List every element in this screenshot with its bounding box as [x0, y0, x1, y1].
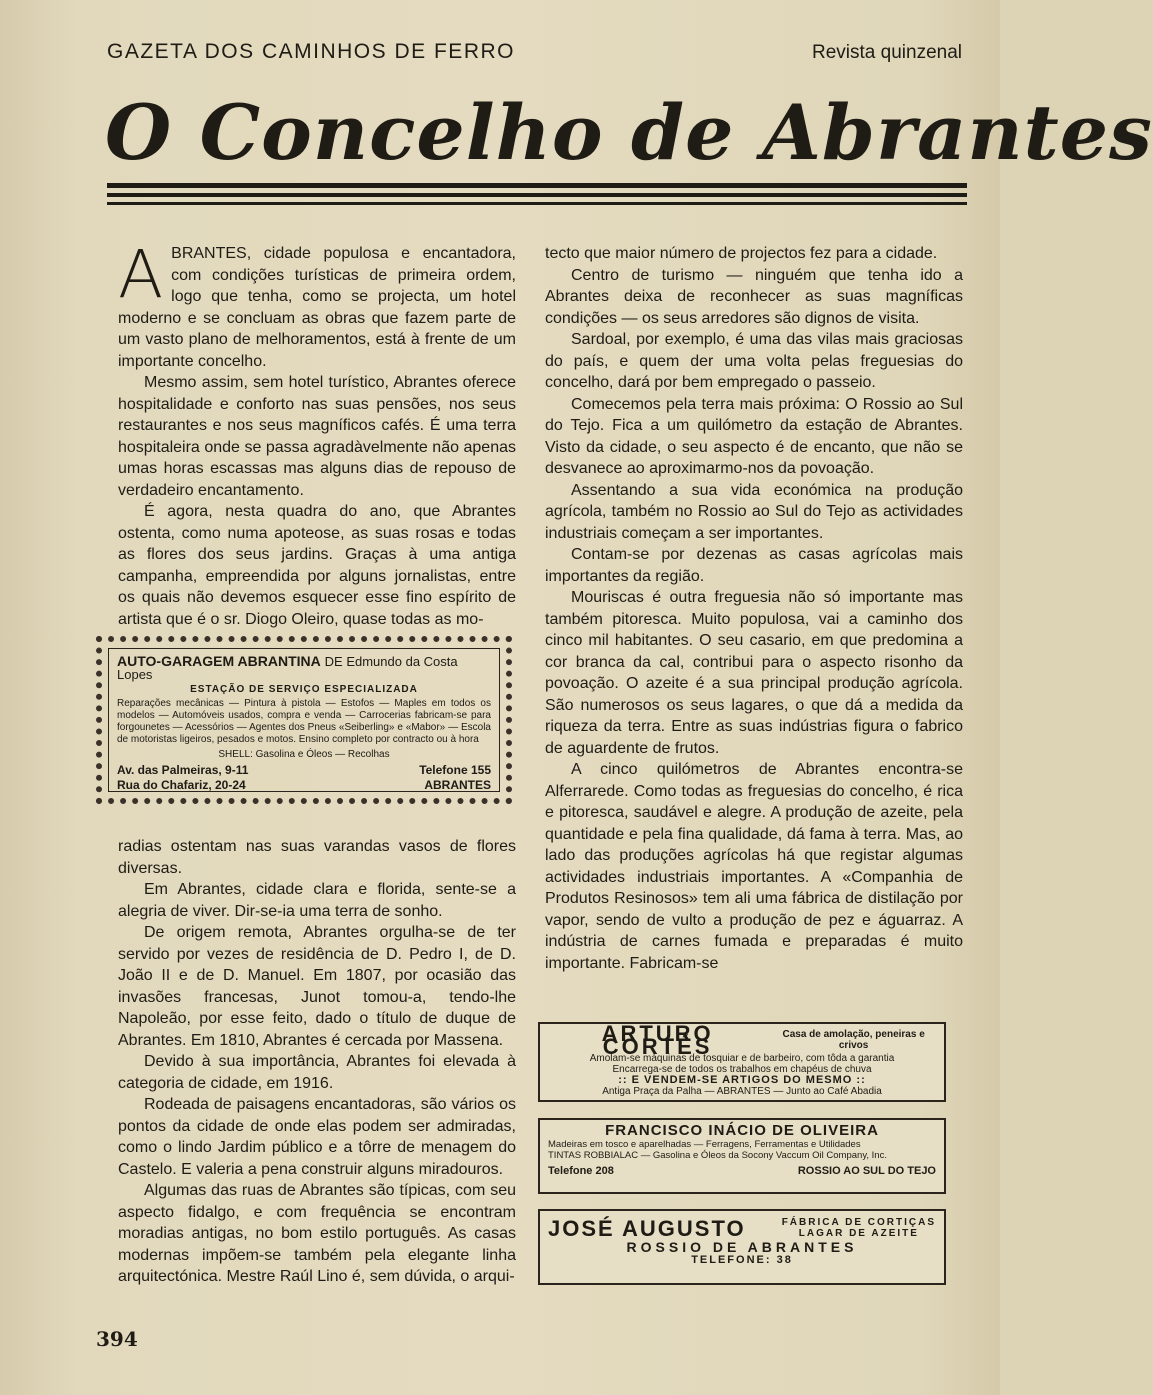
paragraph: Mesmo assim, sem hotel turístico, Abrantes oferece hospitalidade e conforto nas suas pensões, nos seus restaurantes e nos seus magníficos cafés. É uma terra hospitaleira onde se passa agradàvelmente não apenas umas horas escassas mas alguns dias de repouso de verdadeiro encantamento.	[118, 374, 516, 499]
ad-shell: SHELL: Gasolina e Óleos — Recolhas	[218, 749, 390, 760]
ad-line: Encarrega-se de todos os trabalhos em chapéus de chuva	[612, 1064, 872, 1075]
ad-line: Madeiras em tosco e aparelhadas — Ferragens, Ferramentas e Utilidades	[548, 1139, 861, 1150]
paragraph: Comecemos pela terra mais próxima: O Rossio ao Sul do Tejo. Fica a um quilómetro da estação de Abrantes. Visto da cidade, o seu aspecto é de encanto, que não se desvanece ao aproximarmo-nos da povoação.	[545, 395, 963, 477]
paragraph: radias ostentam nas suas varandas vasos de flores diversas.	[118, 838, 516, 877]
ad-title: ARTURO CORTÉS	[601, 1021, 714, 1059]
ad-line: Amolam-se máquinas de tosquiar e de barbeiro, com tôda a garantia	[589, 1053, 895, 1064]
page-number: 394	[96, 1327, 138, 1351]
paragraph: Contam-se por dezenas as casas agrícolas mais importantes da região.	[545, 546, 963, 585]
paragraph: Algumas das ruas de Abrantes são típicas, com seu aspecto fidalgo, e com frequência se encontram moradias antigas, no bom estilo português. As casas modernas impõem-se também pela elegante linha arquitectónica. Mestre Raúl Lino é, sem dúvida, o arqui-	[118, 1182, 516, 1285]
ad-line: ROSSIO DE ABRANTES	[626, 1239, 858, 1255]
ad-title: JOSÉ AUGUSTO	[548, 1215, 746, 1241]
publication-frequency: Revista quinzenal	[812, 42, 962, 63]
ad-line: TINTAS ROBBIALAC — Gasolina e Óleos da Socony Vaccum Oil Company, Inc.	[548, 1150, 887, 1161]
column-left-top	[118, 236, 516, 630]
ad-auto-garagem	[96, 636, 512, 804]
paragraph: Rodeada de paisagens encantadoras, são vários os pontos da cidade de onde elas podem ser admiradas, como o lindo Jardim público e a tôrre de menagem do Castelo. E valeria a pena construir alguns miradouros.	[118, 1096, 516, 1178]
ad-body: Reparações mecânicas — Pintura à pistola — Estofos — Maples em todos os modelos — Automóveis usados, compra e venda — Carrocerias fabricam-se para forgounetes — Acessórios — Agentes dos Pneus «Seiberling» e «Mabor» — Escola de motoristas ligeiros, pesados e motos. Ensino completo por contracto ou à hora	[117, 698, 491, 745]
ad-city: ABRANTES	[424, 778, 491, 792]
paragraph: tecto que maior número de projectos fez para a cidade.	[545, 245, 938, 262]
ad-subtitle: ESTAÇÃO DE SERVIÇO ESPECIALIZADA	[190, 684, 418, 695]
paragraph: BRANTES, cidade populosa e encantadora, com condições turísticas de primeira ordem, logo que tenha, como se projecta, um hotel moderno e se concluam as obras que fazem parte de um vasto plano de melhoramentos, está à frente de um importante concelho.	[118, 245, 516, 370]
paragraph: Sardoal, por exemplo, é uma das vilas mais graciosas do país, e quem der uma volta pelas freguesias do concelho, dará por bem empregado o passeio.	[545, 331, 963, 391]
paragraph: Mouriscas é outra freguesia não só importante mas também pitoresca. Muito populosa, vai a caminho dos cinco mil habitantes. O seu casario, em que predomina a cor branca da cal, contribui para o aspecto risonho da povoação. O azeite é a sua principal produção agrícola. São numerosos os seus lagares, o que dá a medida da riqueza da terra. Entre as suas indústrias figura o fabrico de aguardente de frutos.	[545, 589, 963, 757]
column-right	[545, 243, 963, 974]
ad-address-1: Av. das Palmeiras, 9-11	[117, 763, 249, 777]
ad-jose-augusto	[538, 1209, 946, 1285]
ad-title: FRANCISCO INÁCIO DE OLIVEIRA	[605, 1122, 879, 1139]
ad-line: :: E VENDEM-SE ARTIGOS DO MESMO ::	[618, 1074, 866, 1086]
title-rules	[107, 183, 967, 210]
column-left-bottom	[118, 836, 516, 1288]
article-title: O Concelho de Abrantes	[105, 88, 1153, 177]
ad-city: ROSSIO AO SUL DO TEJO	[797, 1165, 936, 1177]
paragraph: Assentando a sua vida económica na produção agrícola, também no Rossio ao Sul do Tejo as actividades industriais começam a ser importantes.	[545, 481, 963, 542]
ad-phone: Telefone 155	[419, 763, 491, 777]
paragraph: Centro de turismo — ninguém que tenha ido a Abrantes deixa de reconhecer as suas magníficas condições — os seus arredores são dignos de visita.	[545, 266, 963, 327]
ad-address-2: Rua do Chafariz, 20-24	[117, 778, 246, 792]
ad-arturo-cortes	[538, 1022, 946, 1102]
ad-phone: Telefone 208	[548, 1165, 614, 1177]
drop-cap: A	[118, 236, 164, 313]
ad-francisco-inacio	[538, 1118, 946, 1194]
ad-phone: TELEFONE: 38	[691, 1254, 793, 1266]
paragraph: É agora, nesta quadra do ano, que Abrantes ostenta, como numa apoteose, as suas rosas e todas as flores dos seus jardins. Graças à uma antiga campanha, empreendida por alguns jornalistas, entre os quais não devemos esquecer esse fino espírito de artista que é o sr. Diogo Oleiro, quase todas as mo-	[118, 503, 516, 628]
paragraph: De origem remota, Abrantes orgulha-se de ter servido por vezes de residência de D. Pedro I, de D. João II e de D. Manuel. Em 1807, por ocasião das invasões francesas, Junot tomou-a, tendo-lhe Napoleão, por esse feito, dado o título de duque de Abrantes. Em 1810, Abrantes é cercada por Massena.	[118, 924, 516, 1049]
paragraph: Em Abrantes, cidade clara e florida, sente-se a alegria de viver. Dir-se-ia uma terra de sonho.	[118, 881, 516, 920]
ad-title: AUTO-GARAGEM ABRANTINA DE Edmundo da Costa Lopes	[117, 653, 458, 682]
ad-line: Antiga Praça da Palha — ABRANTES — Junto ao Café Abadia	[602, 1086, 882, 1097]
paragraph: A cinco quilómetros de Abrantes encontra-se Alferrarede. Como todas as freguesias do concelho, é rica e pitoresca, saudável e alegre. A produção de azeite, pela quantidade e pela fina qualidade, dá fama à terra. Mas, ao lado das produções agrícolas há que registar algumas actividades industriais importantes. A «Companhia de Produtos Resinosos» tem ali uma fábrica de distilação por vapor, sendo de vulto a produção de pez e águarraz. A indústria de carnes fumada e preparadas é muito importante. Fabricam-se	[545, 761, 963, 972]
paragraph: Devido à sua importância, Abrantes foi elevada à categoria de cidade, em 1916.	[118, 1053, 516, 1092]
ad-side-text: FÁBRICA DE CORTIÇAS LAGAR DE AZEITE	[781, 1217, 936, 1239]
ad-side-text: Casa de amolação, peneiras e crivos	[782, 1029, 925, 1051]
publication-name: GAZETA DOS CAMINHOS DE FERRO	[107, 40, 515, 63]
